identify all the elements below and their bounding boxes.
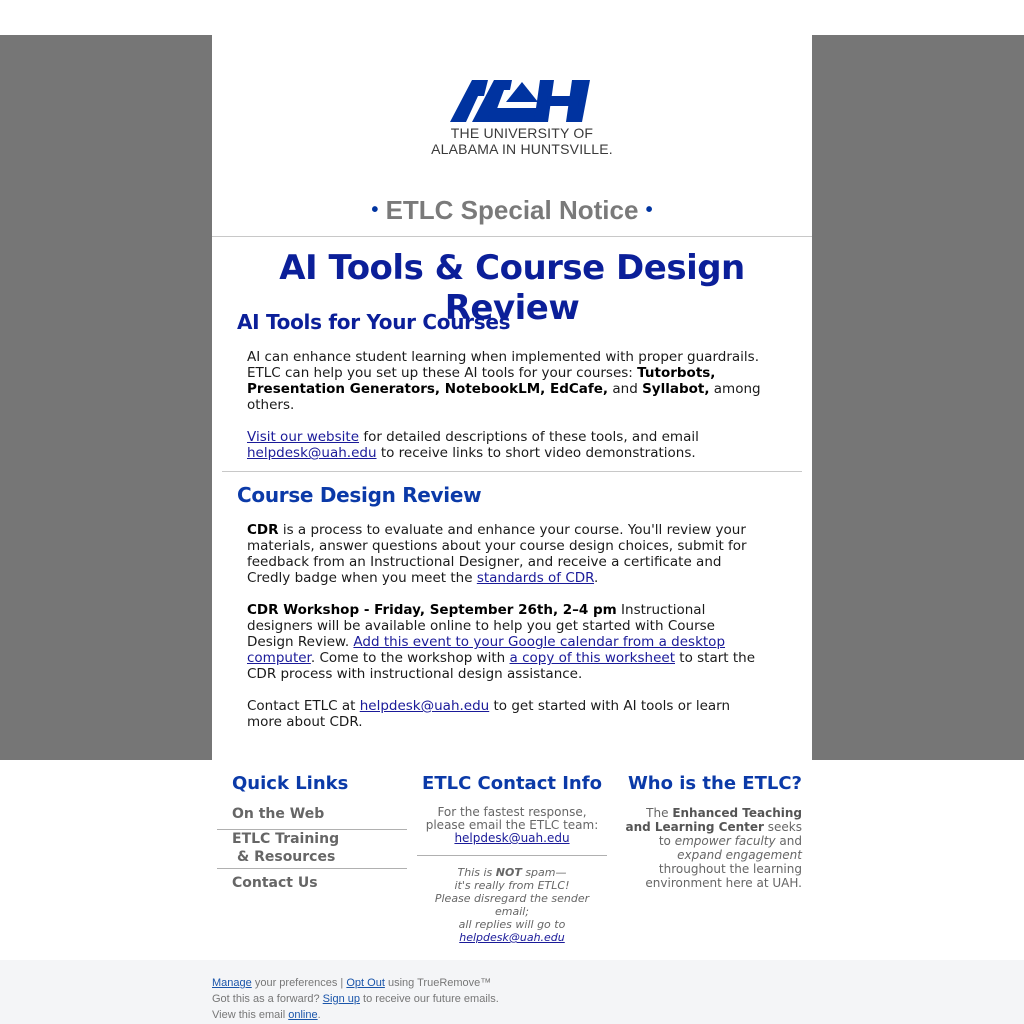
quick-link-etlc-training[interactable]: ETLC Training xyxy=(232,831,340,847)
section-heading-cdr: Course Design Review xyxy=(237,483,482,507)
section-heading-ai-tools: AI Tools for Your Courses xyxy=(237,310,511,334)
worksheet-link[interactable]: a copy of this worksheet xyxy=(509,650,675,666)
bullet-icon: • xyxy=(371,199,379,221)
contact-paragraph: Contact ETLC at helpdesk@uah.edu to get started with AI tools or learn more about CDR. xyxy=(247,698,731,730)
who-is-etlc-heading: Who is the ETLC? xyxy=(627,773,802,794)
opt-out-link[interactable]: Opt Out xyxy=(346,977,385,989)
contact-info-heading: ETLC Contact Info xyxy=(422,773,602,794)
standards-of-cdr-link[interactable]: standards of CDR xyxy=(476,570,595,586)
logo-line-2: ALABAMA IN HUNTSVILLE. xyxy=(431,141,613,157)
special-notice-label xyxy=(212,195,812,226)
reply-email-link[interactable]: helpdesk@uah.edu xyxy=(459,931,565,944)
forward-line: Got this as a forward? Sign up to receive our future emails. xyxy=(212,993,499,1005)
view-online-line: View this email online. xyxy=(212,1009,321,1021)
quick-links-heading: Quick Links xyxy=(232,773,349,794)
contact-email-link[interactable]: helpdesk@uah.edu xyxy=(454,831,570,845)
visit-website-link[interactable]: Visit our website xyxy=(247,429,360,445)
ai-tools-paragraph: AI can enhance student learning when implemented with proper guardrails. ETLC can help you set up these AI tools for your courses: Tutorbots, Presentation Generators, NotebookLM, EdCafe, and Syllabot, among others. xyxy=(247,349,761,413)
website-paragraph: Visit our website for detailed descriptions of these tools, and email helpdesk@uah.edu to receive links to short video demonstrations. xyxy=(247,429,699,461)
not-spam-notice: This is NOT spam— it's really from ETLC! Please disregard the sender email; all replies will go to helpdesk@uah.edu xyxy=(434,866,590,944)
divider xyxy=(217,829,407,830)
manage-link[interactable]: Manage xyxy=(212,977,252,989)
uah-logo-mark xyxy=(450,78,594,124)
unsubscribe-footer xyxy=(0,960,1024,1024)
preferences-line: Manage your preferences | Opt Out using TrueRemove™ xyxy=(212,977,492,989)
contact-info-text: For the fastest response, please email the ETLC team: helpdesk@uah.edu xyxy=(425,805,599,845)
quick-link-on-the-web[interactable]: On the Web xyxy=(232,806,325,822)
logo-line-1: THE UNIVERSITY OF xyxy=(450,125,594,141)
helpdesk-email-link[interactable]: helpdesk@uah.edu xyxy=(359,698,490,714)
quick-link-etlc-resources[interactable]: & Resources xyxy=(237,849,336,865)
cdr-workshop-paragraph: CDR Workshop - Friday, September 26th, 2–4 pm Instructional designers will be available online to help you get started with Course Design Review. Add this event to your Google calendar from a desktop computer. Come to the workshop with a copy of this worksheet to start the CDR process with instructional design assistance. xyxy=(247,602,756,682)
sign-up-link[interactable]: Sign up xyxy=(322,993,360,1005)
bullet-icon: • xyxy=(645,199,653,221)
view-online-link[interactable]: online xyxy=(288,1009,318,1021)
page-title: AI Tools & Course Design Review xyxy=(279,248,745,328)
divider xyxy=(212,236,812,237)
who-is-etlc-text: The Enhanced Teaching and Learning Center seeks to empower faculty and expand engagement throughout the learning environment here at UAH. xyxy=(625,806,802,890)
divider xyxy=(222,471,802,472)
google-calendar-link[interactable]: Add this event to your Google calendar from a desktop computer xyxy=(247,634,726,666)
divider xyxy=(417,855,607,856)
notice-text: ETLC Special Notice xyxy=(385,195,639,225)
top-margin xyxy=(0,0,1024,35)
cdr-paragraph: CDR is a process to evaluate and enhance your course. You'll review your materials, answer questions about your course design choices, submit for feedback from an Instructional Designer, and receive a certificate and Credly badge when you meet the standards of CDR. xyxy=(247,522,747,586)
divider xyxy=(217,868,407,869)
quick-link-contact-us[interactable]: Contact Us xyxy=(232,875,318,891)
helpdesk-email-link[interactable]: helpdesk@uah.edu xyxy=(247,445,377,461)
